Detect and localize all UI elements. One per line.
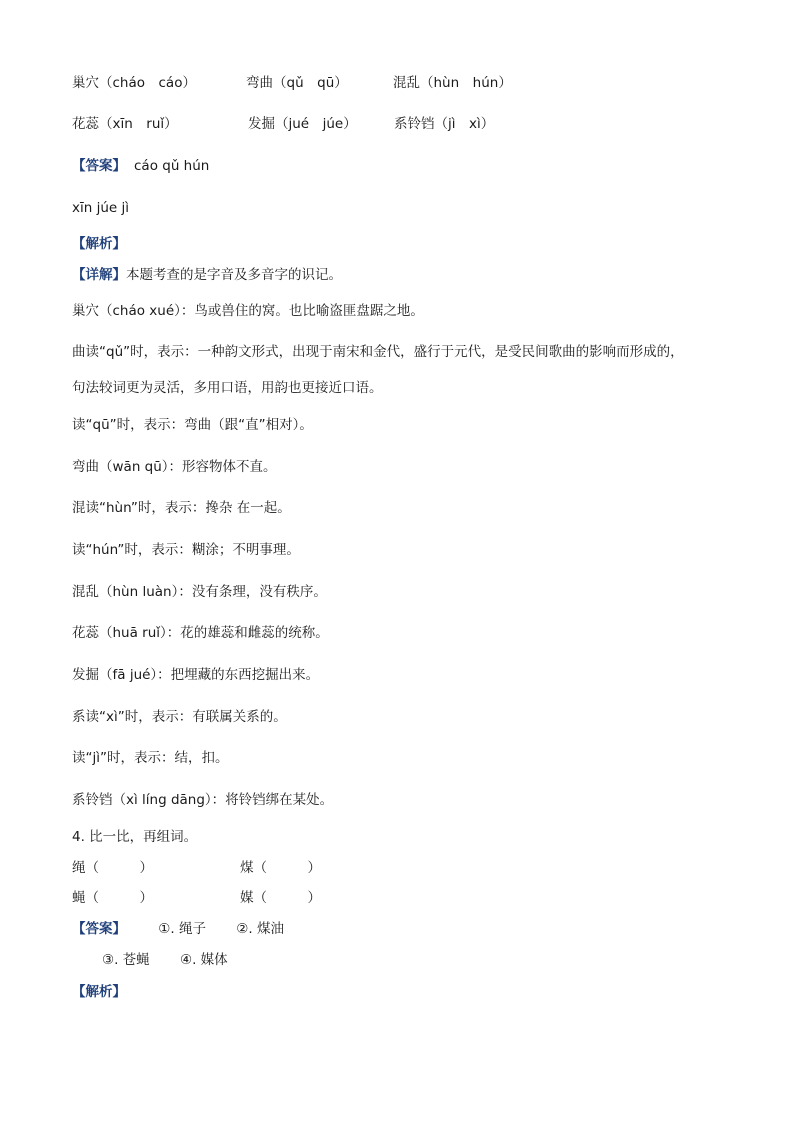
answer-tag: 【答案】 (72, 158, 126, 174)
analysis-tag: 【解析】 (72, 236, 126, 252)
q4-blank: 媒（ ） (240, 890, 321, 906)
analysis-line: 发掘（fā jué）：把埋藏的东西挖掘出来。 (72, 667, 320, 683)
analysis-line: 混乱（hùn luàn）：没有条理，没有秩序。 (72, 584, 327, 600)
answer-line-2: xīn júe jì (72, 200, 129, 216)
q3-item: 花蕊（xīn ruǐ） (72, 116, 178, 132)
answer-tag: 【答案】 (72, 921, 126, 937)
detail-tag: 【详解】 (72, 267, 126, 283)
q3-answer (72, 157, 209, 175)
analysis-line: 巢穴（cháo xué）：鸟或兽住的窝。也比喻盗匪盘踞之地。 (72, 303, 424, 319)
answer-item: ④. 媒体 (179, 952, 228, 968)
analysis-line: 读“jì”时，表示：结，扣。 (72, 750, 229, 766)
q4-answer (72, 920, 284, 938)
q3-item: 混乱（hùn hún） (393, 75, 512, 91)
analysis-line: 曲读“qǔ”时，表示：一种韵文形式，出现于南宋和金代，盛行于元代，是受民间歌曲的影响而形成的， (72, 344, 684, 360)
q3-item: 巢穴（cháo cáo） (72, 75, 196, 91)
analysis-line: 读“qū”时，表示：弯曲（跟“直”相对）。 (72, 417, 313, 433)
answer-item: ①. 绳子 (158, 921, 206, 937)
detail-line (72, 266, 342, 284)
q4-blank: 蝇（ ） (72, 890, 153, 906)
analysis-line: 花蕊（huā ruǐ）：花的雄蕊和雌蕊的统称。 (72, 625, 329, 641)
q4-title: 4. 比一比，再组词。 (72, 829, 198, 845)
detail-text: 本题考查的是字音及多音字的识记。 (126, 267, 342, 283)
answer-line-1: cáo qǔ hún (134, 158, 210, 174)
q3-item: 系铃铛（jì xì） (394, 116, 495, 132)
analysis-line: 句法较词更为灵活，多用口语，用韵也更接近口语。 (72, 380, 383, 396)
analysis-line: 弯曲（wān qū）：形容物体不直。 (72, 459, 277, 475)
q4-blank: 煤（ ） (240, 860, 321, 876)
analysis-line: 系铃铛（xì líng dāng）：将铃铛绑在某处。 (72, 792, 334, 808)
analysis-line: 系读“xì”时，表示：有联属关系的。 (72, 709, 287, 725)
answer-item: ③. 苍蝇 (102, 952, 150, 968)
analysis-tag: 【解析】 (72, 984, 126, 1000)
analysis-line: 读“hún”时，表示：糊涂；不明事理。 (72, 542, 300, 558)
q3-item: 发掘（jué júe） (248, 116, 357, 132)
q3-item: 弯曲（qǔ qū） (246, 75, 348, 91)
analysis-line: 混读“hùn”时，表示：搀杂 在一起。 (72, 500, 291, 516)
q4-blank: 绳（ ） (72, 860, 153, 876)
q4-answer-line-2 (102, 951, 228, 969)
answer-item: ②. 煤油 (236, 921, 284, 937)
